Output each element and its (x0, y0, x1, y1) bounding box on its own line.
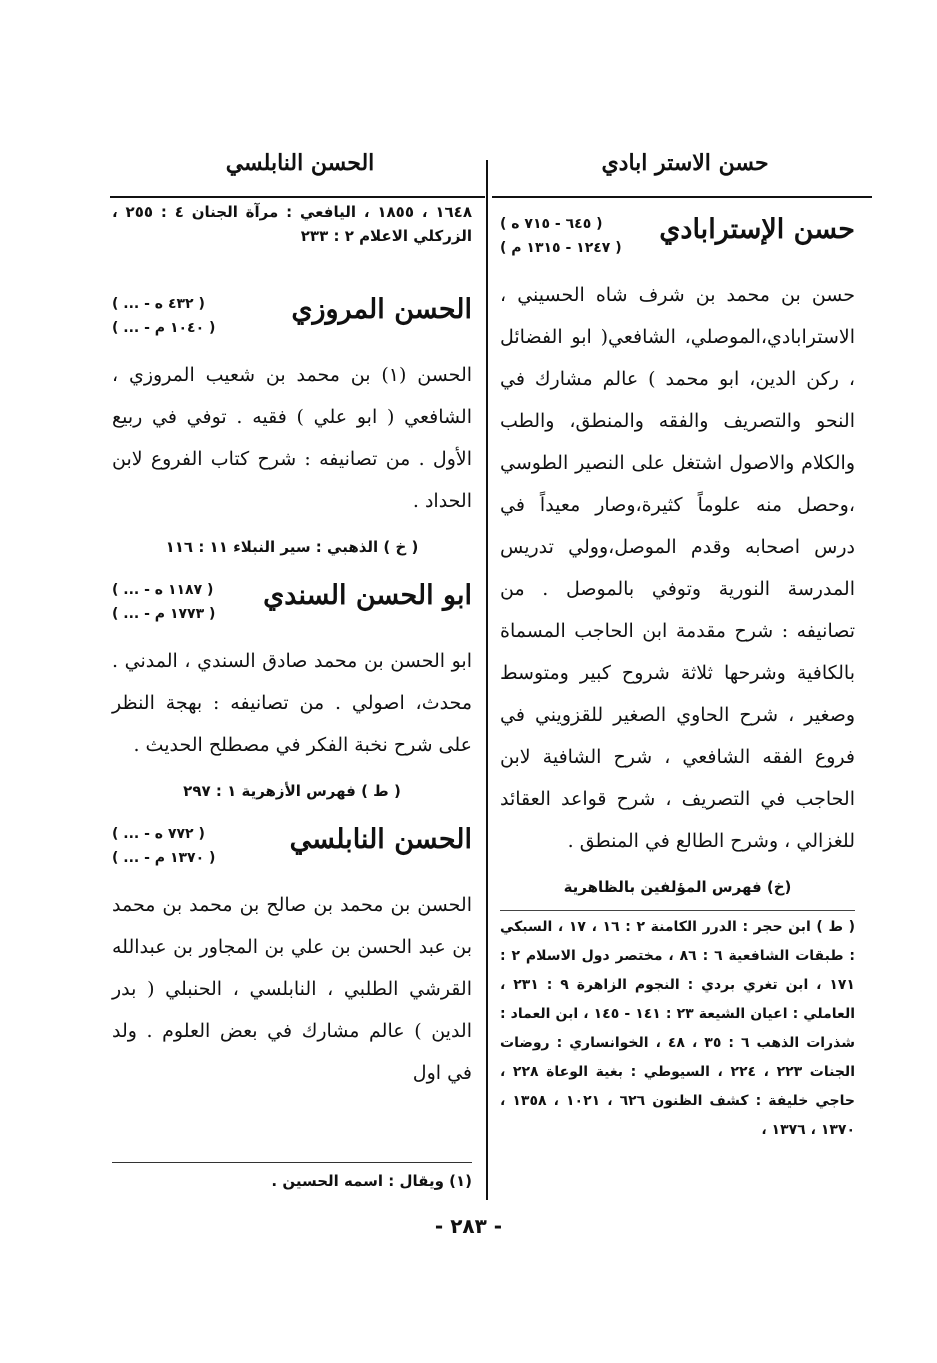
entry-body: حسن بن محمد بن شرف شاه الحسيني ، الاسترابادي،الموصلي، الشافعي( ابو الفضائل ، ركن الدين، ابو محمد ) عالم مشارك في النحو والتصريف والفقه والمنطق، والطب والكلام والاصول اشتغل على النصير الطوسي ،وحصل منه علوماً كثيرة،وصار معيداً في درس اصحابه وقدم الموصل،وولي تدريس المدرسة النورية وتوفي بالموصل . من تصانيفه : شرح مقدمة ابن الحاجب المسماة بالكافية وشرحها ثلاثة شروح كبير ومتوسط وصغير ، شرح الحاوي الصغير للقزويني في فروع الفقه الشافعي ، شرح الشافية لابن الحاجب في التصريف ، شرح قواعد العقائد للغزالي ، وشرح الطالع في المنطق . (500, 284, 855, 852)
entry-source: ( ط ) فهرس الأزهرية ١ : ٢٩٧ (183, 782, 401, 800)
left-column (112, 200, 472, 1094)
dates-hijri: ( ٦٤٥ - ٧١٥ ه ) (500, 216, 603, 232)
running-head-left: الحسن النابلسي (225, 150, 375, 176)
running-head-right: حسن الاستر ابادي (601, 150, 769, 176)
entry-name: ابو الحسن السندي (263, 580, 472, 611)
dates-gregorian: ( ... - ١٠٤٠ م ) (112, 320, 216, 336)
entry-body: الحسن بن محمد بن صالح بن محمد بن محمد بن عبد الحسن بن علي بن المجاور بن عبدالله القرشي الطلبي ، النابلسي ، الحنبلي ( بدر الدين ) عالم مشارك في بعض العلوم . ولد في اول (112, 894, 472, 1084)
dates-hijri: ( ... - ٤٣٢ ه ) (112, 296, 205, 312)
entry-dates (112, 822, 215, 870)
header-rule-right (492, 196, 872, 198)
entry-heading (112, 284, 472, 348)
dates-hijri: ( ... - ١١٨٧ ه ) (112, 582, 214, 598)
entry-dates (112, 578, 215, 626)
footnote: (١) ويقال : اسمه الحسين . (271, 1172, 472, 1190)
entry-heading (112, 570, 472, 634)
entry-name: الحسن المروزي (291, 294, 472, 325)
entry-source: ( خ ) الذهبي : سير النبلاء ١١ : ١١٦ (165, 538, 419, 556)
entry-heading (500, 204, 855, 268)
entry-body: ابو الحسن بن محمد صادق السندي ، المدني . محدث، اصولي . من تصانيفه : بهجة النظر على شرح نخبة الفكر في مصطلح الحديث . (112, 650, 472, 756)
footnote-rule (112, 1162, 472, 1163)
dates-gregorian: ( ... - ١٣٧٠ م ) (112, 850, 216, 866)
dates-gregorian: ( ١٢٤٧ - ١٣١٥ م ) (500, 240, 622, 256)
entry-body: الحسن (١) بن محمد بن شعيب المروزي ، الشافعي ( ابو علي ) فقيه . توفي في ربيع الأول . من تصانيفه : شرح كتاب الفروع لابن الحداد . (112, 364, 473, 512)
entry-dates (500, 212, 622, 260)
printed-sources: ( ط ) ابن حجر : الدرر الكامنة ٢ : ١٦ ، ١٧ ، السبكي : طبقات الشافعية ٦ : ٨٦ ، مختصر دول الاسلام ٢ : ١٧١ ، ابن تغري بردي : النجوم الزاهرة ٩ : ٢٣١ ، العاملي : اعيان الشيعة ٢٣ : ١٤١ - ١٤٥ ، ابن العماد : شذرات الذهب ٦ : ٣٥ ، ٤٨ ، الخوانساري : روضات الجنات ٢٢٣ ، ٢٢٤ ، السيوطي : بغية الوعاة ٢٢٨ ، حاجي خليفة : كشف الظنون ٦٢٦ ، ١٠٢١ ، ١٣٥٨ ، ١٣٧٠ ، ١٣٧٦ ، (500, 910, 855, 1145)
right-column (500, 200, 855, 1145)
entry-dates (112, 292, 215, 340)
manuscript-source: (خ) فهرس المؤلفين بالظاهرية (563, 878, 792, 896)
continued-sources: ١٦٤٨ ، ١٨٥٥ ، اليافعي : مرآة الجنان ٤ : ٢٥٥ ، الزركلي الاعلام ٢ : ٢٣٣ (112, 203, 472, 245)
page-number: - ٢٨٣ - (434, 1214, 503, 1238)
entry-heading (112, 814, 472, 878)
dates-gregorian: ( ... - ١٧٧٣ م ) (112, 606, 216, 622)
column-divider (486, 160, 488, 1200)
entry-name: حسن الإسترابادي (659, 214, 855, 245)
header-rule-left (110, 196, 485, 198)
dates-hijri: ( ... - ٧٧٢ ه ) (112, 826, 205, 842)
entry-name: الحسن النابلسي (289, 824, 472, 855)
